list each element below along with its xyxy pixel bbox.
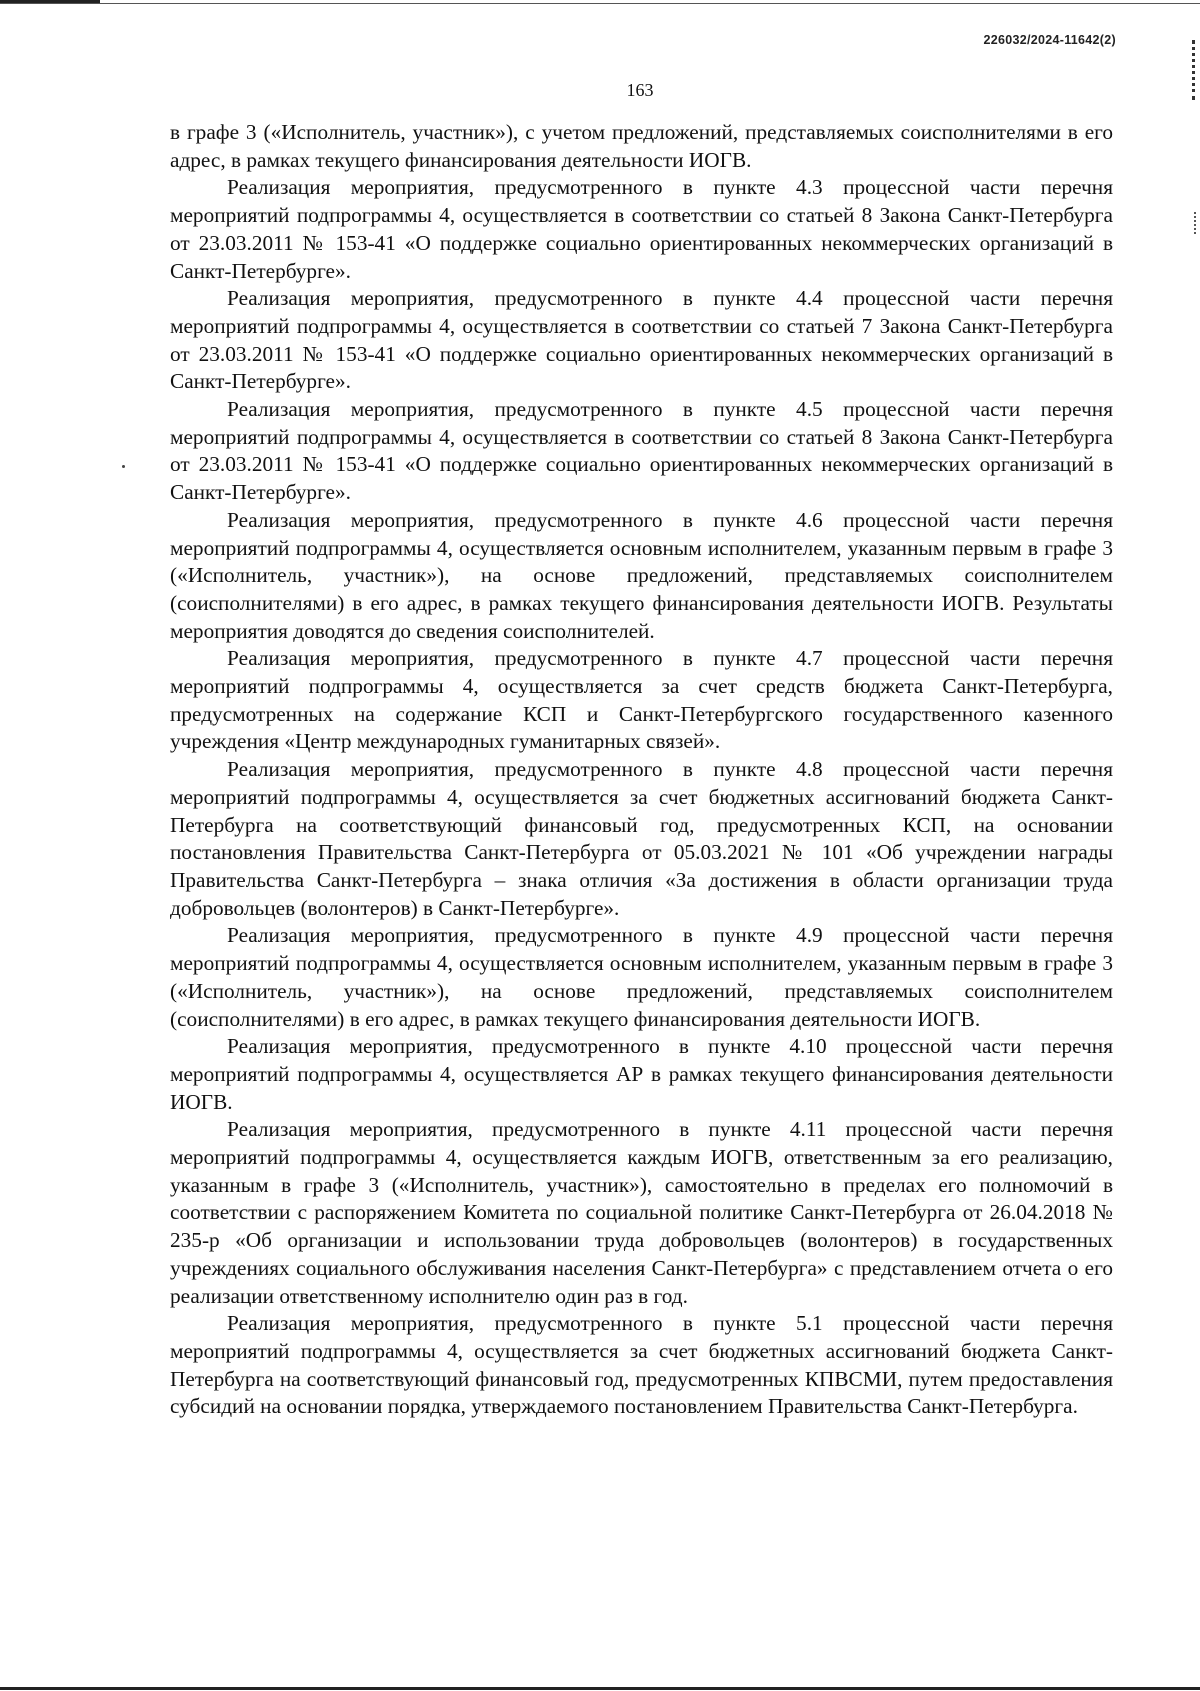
paragraph: Реализация мероприятия, предусмотренного в пункте 4.5 процессной части перечня мероприятий подпрограммы 4, осуществляется в соответствии со статьей 8 Закона Санкт-Петербурга от 23.03.2011 № 153-41 «О поддержке социально ориентированных некоммерческих организаций в Санкт-Петербурге».	[170, 397, 1113, 505]
paragraph: Реализация мероприятия, предусмотренного в пункте 4.4 процессной части перечня мероприятий подпрограммы 4, осуществляется в соответствии со статьей 7 Закона Санкт-Петербурга от 23.03.2011 № 153-41 «О поддержке социально ориентированных некоммерческих организаций в Санкт-Петербурге».	[170, 286, 1113, 394]
scan-edge-line	[0, 3, 1200, 4]
page-number: 163	[626, 80, 654, 100]
scan-speck	[122, 465, 125, 468]
paragraph: Реализация мероприятия, предусмотренного в пункте 5.1 процессной части перечня мероприятий подпрограммы 4, осуществляется за счет бюджетных ассигнований бюджета Санкт-Петербурга на соответствующий финансовый год, предусмотренных КПВСМИ, путем предоставления субсидий на основании порядка, утверждаемого постановлением Правительства Санкт-Петербурга.	[170, 1311, 1113, 1419]
paragraph: в графе 3 («Исполнитель, участник»), с учетом предложений, представляемых соисполнителями в его адрес, в рамках текущего финансирования деятельности ИОГВ.	[170, 120, 1113, 172]
paragraph: Реализация мероприятия, предусмотренного в пункте 4.10 процессной части перечня мероприятий подпрограммы 4, осуществляется АР в рамках текущего финансирования деятельности ИОГВ.	[170, 1034, 1113, 1114]
document-id: 226032/2024-11642(2)	[983, 33, 1116, 47]
paragraph: Реализация мероприятия, предусмотренного в пункте 4.3 процессной части перечня мероприятий подпрограммы 4, осуществляется в соответствии со статьей 8 Закона Санкт-Петербурга от 23.03.2011 № 153-41 «О поддержке социально ориентированных некоммерческих организаций в Санкт-Петербурге».	[170, 175, 1113, 283]
paragraph: Реализация мероприятия, предусмотренного в пункте 4.9 процессной части перечня мероприятий подпрограммы 4, осуществляется основным исполнителем, указанным первым в графе 3 («Исполнитель, участник»), на основе предложений, представляемых соисполнителем (соисполнителями) в его адрес, в рамках текущего финансирования деятельности ИОГВ.	[170, 923, 1113, 1031]
paragraph: Реализация мероприятия, предусмотренного в пункте 4.6 процессной части перечня мероприятий подпрограммы 4, осуществляется основным исполнителем, указанным первым в графе 3 («Исполнитель, участник»), на основе предложений, представляемых соисполнителем (соисполнителями) в его адрес, в рамках текущего финансирования деятельности ИОГВ. Результаты мероприятия доводятся до сведения соисполнителей.	[170, 507, 1113, 643]
document-body	[170, 119, 1113, 1421]
scan-edge-line	[0, 1687, 1200, 1690]
paragraph: Реализация мероприятия, предусмотренного в пункте 4.7 процессной части перечня мероприятий подпрограммы 4, осуществляется за счет средств бюджета Санкт-Петербурга, предусмотренных на содержание КСП и Санкт-Петербургского государственного казенного учреждения «Центр международных гуманитарных связей».	[170, 646, 1113, 754]
paragraph: Реализация мероприятия, предусмотренного в пункте 4.8 процессной части перечня мероприятий подпрограммы 4, осуществляется за счет бюджетных ассигнований бюджета Санкт-Петербурга на соответствующий финансовый год, предусмотренных КСП, на основании постановления Правительства Санкт-Петербурга от 05.03.2021 № 101 «Об учреждении награды Правительства Санкт-Петербурга – знака отличия «За достижения в области организации труда добровольцев (волонтеров) в Санкт-Петербурге».	[170, 757, 1113, 920]
scan-margin-mark	[1194, 212, 1200, 234]
paragraph: Реализация мероприятия, предусмотренного в пункте 4.11 процессной части перечня мероприятий подпрограммы 4, осуществляется каждым ИОГВ, ответственным за его реализацию, указанным в графе 3 («Исполнитель, участник»), самостоятельно в пределах его полномочий в соответствии с распоряжением Комитета по социальной политике Санкт-Петербурга от 26.04.2018 № 235-р «Об организации и использовании труда добровольцев (волонтеров) в государственных учреждениях социального обслуживания населения Санкт-Петербурга» с представлением отчета о его реализации ответственному исполнителю один раз в год.	[170, 1117, 1113, 1308]
